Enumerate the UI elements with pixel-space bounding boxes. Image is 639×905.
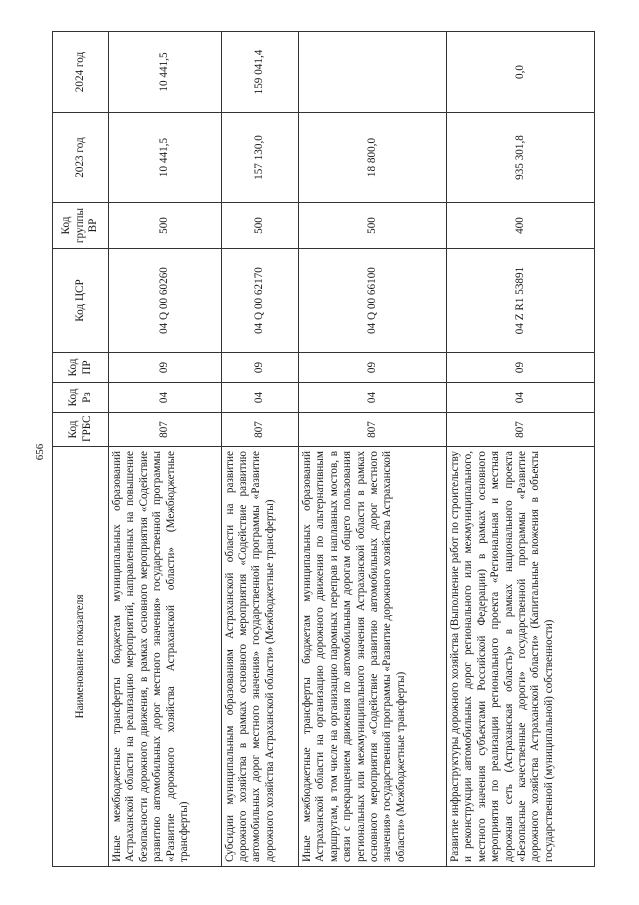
row-rz: 04 (446, 383, 594, 413)
row-2024: 10 441,5 (109, 32, 222, 113)
row-2024: 159 041,4 (221, 32, 298, 113)
row-name: Субсидии муниципальным образованиям Астраханской области на развитие дорожного хозяйства в рамках основного мероприятия «Содействие развитию автомобильных дорог местного значения» государственной программы «Развитие дорожного хозяйства Астраханской области» (Межбюджетные трансферты) (221, 447, 298, 867)
table-header-row (53, 32, 109, 867)
row-2023: 935 301,8 (446, 113, 594, 203)
row-rz: 04 (221, 383, 298, 413)
row-csr: 04 Q 00 66100 (298, 249, 446, 353)
table-row (109, 32, 222, 867)
row-csr: 04 Q 00 62170 (221, 249, 298, 353)
header-vr: Код группы ВР (53, 203, 109, 249)
header-rz: Код Рз (53, 383, 109, 413)
page-number: 656 (34, 443, 46, 461)
row-rz: 04 (298, 383, 446, 413)
header-2023: 2023 год (53, 113, 109, 203)
row-2024: 0,0 (446, 32, 594, 113)
row-name: Иные межбюджетные трансферты бюджетам муниципальных образований Астраханской области на организацию дорожного движения по альтернативным маршрутам, в том числе на организацию паромных переправ и наплавных мостов, в связи с прекращением движения по автомобильным дорогам общего пользования региональных или межмуниципального значения Астраханской области в рамках основного мероприятия «Содействие развитию автомобильных дорог местного значения» государственной программы «Развитие дорожного хозяйства Астраханской области» (Межбюджетные трансферты) (298, 447, 446, 867)
row-vr: 500 (221, 203, 298, 249)
row-pr: 09 (446, 353, 594, 383)
row-2024 (298, 32, 446, 113)
row-2023: 18 800,0 (298, 113, 446, 203)
row-vr: 500 (298, 203, 446, 249)
row-2023: 10 441,5 (109, 113, 222, 203)
row-grbs: 807 (221, 413, 298, 447)
row-grbs: 807 (109, 413, 222, 447)
row-vr: 500 (109, 203, 222, 249)
row-grbs: 807 (298, 413, 446, 447)
row-grbs: 807 (446, 413, 594, 447)
row-name: Развитие инфраструктуры дорожного хозяйства (Выполнение работ по строительству и реконструкции автомобильных дорог регионального или межмуниципального, местного значения субъектами Российской Федерации) в рамках основного мероприятия по реализации регионального проекта «Региональная и местная дорожная сеть (Астраханская область)» в рамках национального проекта «Безопасные качественные дороги» государственной программы «Развитие дорожного хозяйства Астраханской области» (Капитальные вложения в объекты государственной (муниципальной) собственности) (446, 447, 594, 867)
header-grbs: Код ГРБС (53, 413, 109, 447)
header-pr: Код ПР (53, 353, 109, 383)
table-row (298, 32, 446, 867)
row-pr: 09 (109, 353, 222, 383)
header-2024: 2024 год (53, 32, 109, 113)
table-row (221, 32, 298, 867)
row-vr: 400 (446, 203, 594, 249)
row-rz: 04 (109, 383, 222, 413)
row-2023: 157 130,0 (221, 113, 298, 203)
row-name: Иные межбюджетные трансферты бюджетам муниципальных образований Астраханской области на реализацию мероприятий, направленных на повышение безопасности дорожного движения, в рамках основного мероприятия «Содействие развитию автомобильных дорог местного значения» государственной программы «Развитие дорожного хозяйства Астраханской области» (Межбюджетные трансферты) (109, 447, 222, 867)
row-csr: 04 Z R1 53891 (446, 249, 594, 353)
table-row (446, 32, 594, 867)
header-csr: Код ЦСР (53, 249, 109, 353)
budget-table-sheet (52, 32, 595, 867)
row-pr: 09 (298, 353, 446, 383)
row-csr: 04 Q 00 60260 (109, 249, 222, 353)
header-name: Наименование показателя (53, 447, 109, 867)
row-pr: 09 (221, 353, 298, 383)
rotated-page (52, 32, 595, 867)
budget-table (52, 31, 595, 867)
